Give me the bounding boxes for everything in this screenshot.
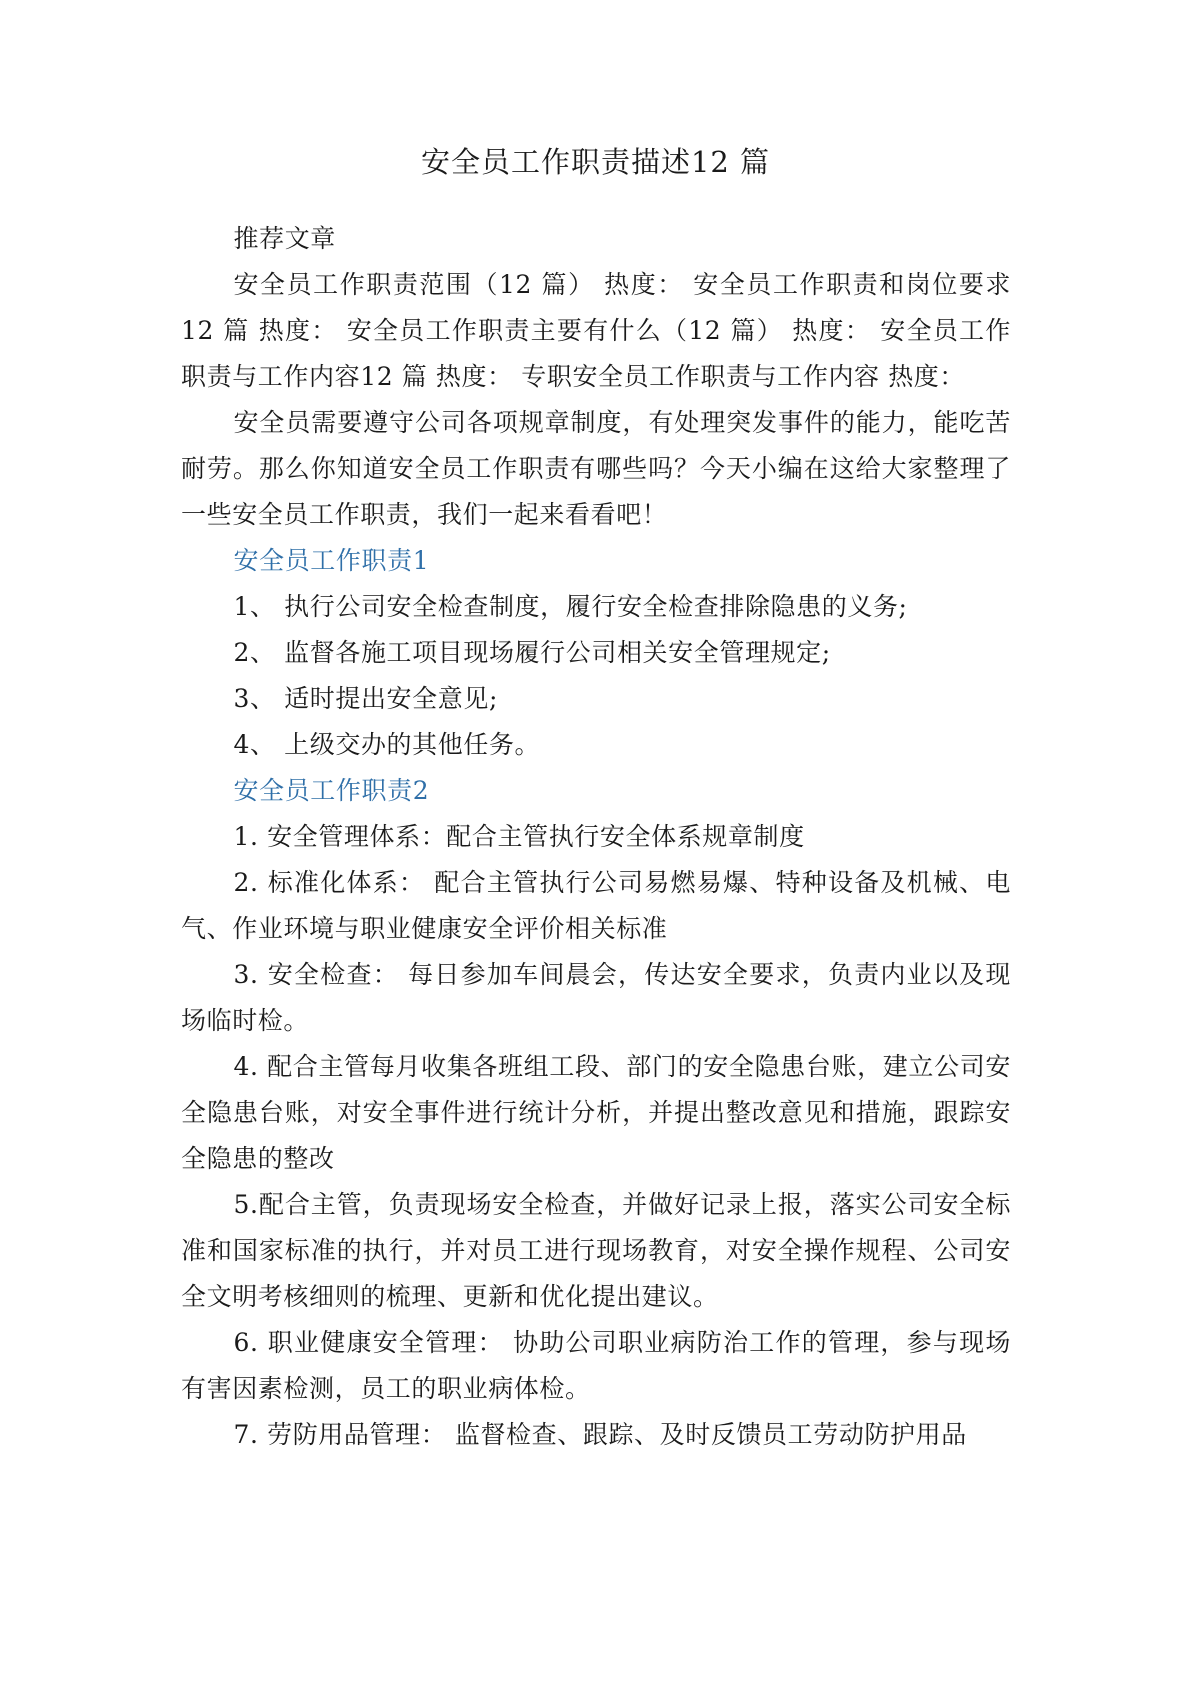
list-item: 3. 安全检查： 每日参加车间晨会，传达安全要求，负责内业以及现场临时检。	[181, 960, 1011, 1035]
list-item: 2. 标准化体系： 配合主管执行公司易燃易爆、特种设备及机械、电气、作业环境与职业健康安全评价相关标准	[181, 868, 1011, 943]
list-item: 4. 配合主管每月收集各班组工段、部门的安全隐患台账，建立公司安全隐患台账，对安全事件进行统计分析，并提出整改意见和措施，跟踪安全隐患的整改	[181, 1052, 1011, 1173]
recommended-articles: 安全员工作职责范围（12 篇） 热度： 安全员工作职责和岗位要求12 篇 热度： 安全员工作职责主要有什么（12 篇） 热度： 安全员工作职责与工作内容12 篇 热度： 专职安全员工作职责与工作内容 热度：	[181, 270, 1011, 391]
intro-paragraph: 安全员需要遵守公司各项规章制度，有处理突发事件的能力，能吃苦耐劳。那么你知道安全员工作职责有哪些吗？今天小编在这给大家整理了一些安全员工作职责，我们一起来看看吧！	[181, 408, 1011, 529]
section-heading: 安全员工作职责2	[233, 776, 430, 805]
list-item: 3、 适时提出安全意见;	[233, 684, 498, 713]
document-body	[181, 216, 1011, 1458]
section-heading: 安全员工作职责1	[233, 546, 430, 575]
list-item: 4、 上级交办的其他任务。	[233, 730, 541, 759]
list-item: 6. 职业健康安全管理： 协助公司职业病防治工作的管理，参与现场有害因素检测，员工的职业病体检。	[181, 1328, 1011, 1403]
list-item: 1. 安全管理体系：配合主管执行安全体系规章制度	[233, 822, 805, 851]
list-item: 5.配合主管，负责现场安全检查，并做好记录上报，落实公司安全标准和国家标准的执行，并对员工进行现场教育，对安全操作规程、公司安全文明考核细则的梳理、更新和优化提出建议。	[181, 1190, 1011, 1311]
list-item: 1、 执行公司安全检查制度，履行安全检查排除隐患的义务;	[233, 592, 908, 621]
list-item: 2、 监督各施工项目现场履行公司相关安全管理规定;	[233, 638, 831, 667]
recommended-label: 推荐文章	[233, 224, 336, 253]
page-title: 安全员工作职责描述12 篇	[420, 145, 771, 179]
list-item: 7. 劳防用品管理： 监督检查、跟踪、及时反馈员工劳动防护用品	[233, 1420, 967, 1449]
